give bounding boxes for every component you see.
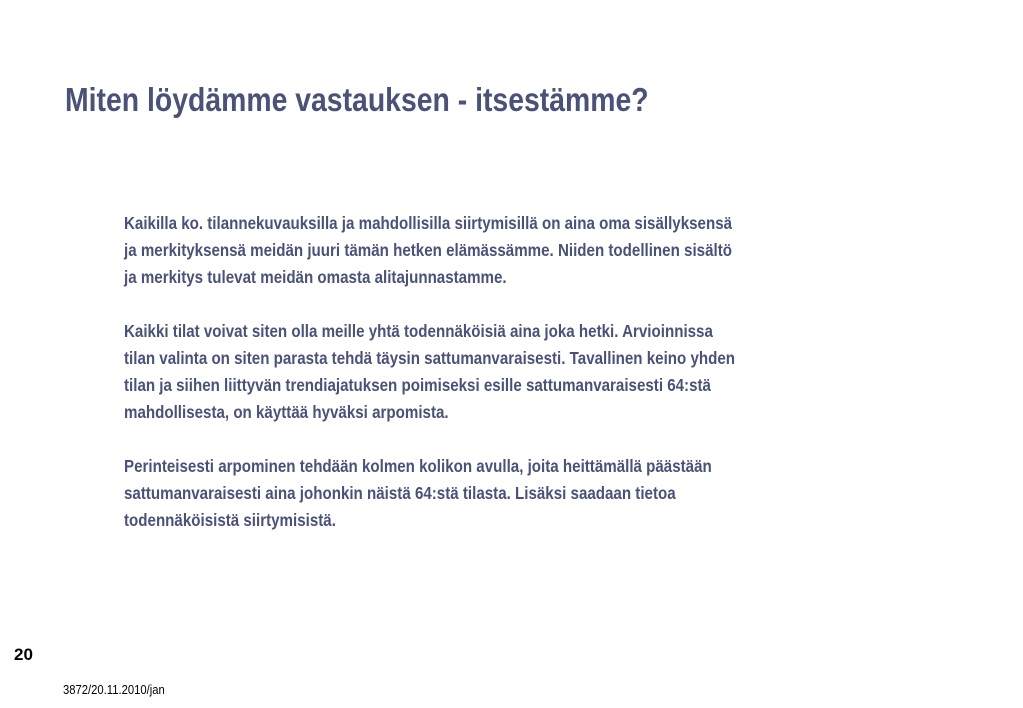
paragraph-line: mahdollisesta, on käyttää hyväksi arpomista. <box>124 402 449 422</box>
paragraph-line: tilan valinta on siten parasta tehdä täysin sattumanvaraisesti. Tavallinen keino yhden <box>124 348 736 368</box>
paragraph-line: sattumanvaraisesti aina johonkin näistä 64:stä tilasta. Lisäksi saadaan tietoa <box>124 483 676 503</box>
paragraph-2 <box>124 318 898 426</box>
paragraph-line: ja merkitys tulevat meidän omasta alitajunnastamme. <box>124 267 507 287</box>
paragraph-1 <box>124 210 898 291</box>
page-number: 20 <box>14 645 33 664</box>
paragraph-3 <box>124 453 898 534</box>
paragraph-line: tilan ja siihen liittyvän trendiajatuksen poimiseksi esille sattumanvaraisesti 64:stä <box>124 375 711 395</box>
paragraph-line: Perinteisesti arpominen tehdään kolmen kolikon avulla, joita heittämällä päästään <box>124 456 712 476</box>
paragraph-line: Kaikki tilat voivat siten olla meille yhtä todennäköisiä aina joka hetki. Arvioinnissa <box>124 321 713 341</box>
paragraph-line: ja merkityksensä meidän juuri tämän hetken elämässämme. Niiden todellinen sisältö <box>124 240 732 260</box>
paragraph-line: Kaikilla ko. tilannekuvauksilla ja mahdollisilla siirtymisillä on aina oma sisällyksensä <box>124 213 733 233</box>
body-text <box>124 210 904 561</box>
paragraph-line: todennäköisistä siirtymisistä. <box>124 510 336 530</box>
footer-code: 3872/20.11.2010/jan <box>63 683 165 697</box>
slide-title: Miten löydämme vastauksen - itsestämme? <box>65 81 649 118</box>
